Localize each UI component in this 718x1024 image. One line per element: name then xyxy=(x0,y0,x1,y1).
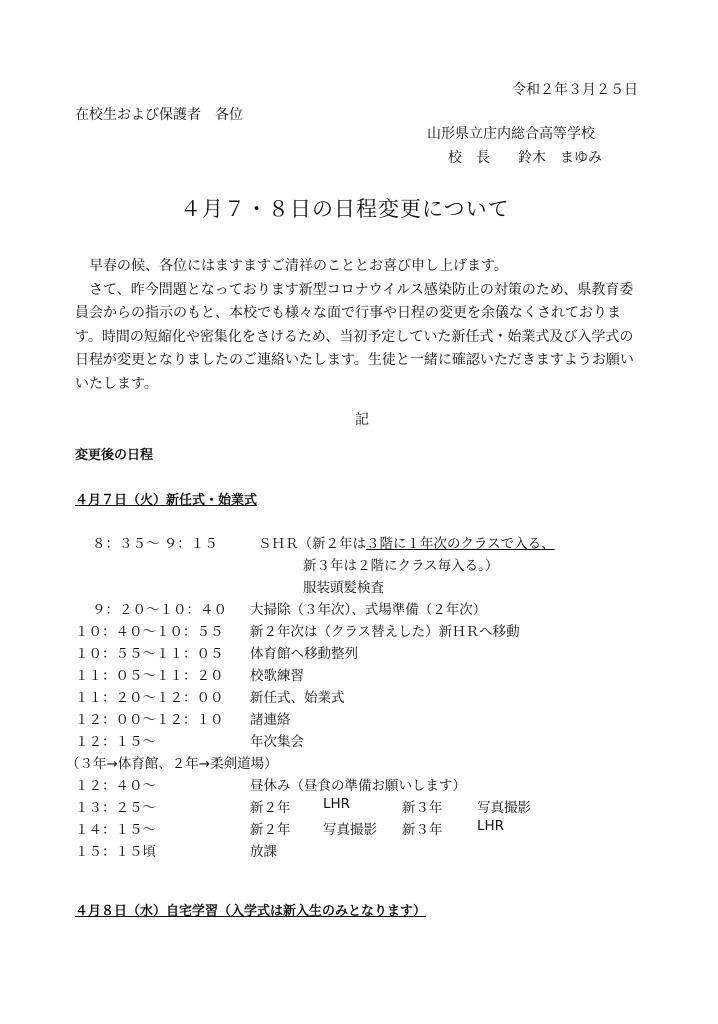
schedule-event: 写真撮影 xyxy=(477,800,531,816)
day1-heading: ４月７日（火）新任式・始業式 xyxy=(75,493,258,508)
schedule-event: 写真撮影 xyxy=(323,822,377,838)
schedule-event: ＳＨＲ（新２年は３階に１年次のクラスで入る、 xyxy=(258,536,555,552)
schedule-event: 諸連絡 xyxy=(250,712,291,728)
document-title: ４月７・８日の日程変更について xyxy=(180,197,510,221)
body-paragraph-1: 早春の候、各位にはますますご清祥のこととお喜び申し上げます。 xyxy=(89,258,508,274)
schedule-time: １０：４０～１０：５５ xyxy=(75,624,224,640)
schedule-event: 体育館へ移動整列 xyxy=(250,646,358,662)
schedule-time: １５：１５頃 xyxy=(75,844,156,860)
section-heading: 変更後の日程 xyxy=(75,448,154,463)
document-date: 令和２年３月２５日 xyxy=(512,82,638,98)
recipient: 在校生および保護者 各位 xyxy=(75,107,243,123)
schedule-time: １３：２５～ xyxy=(75,800,156,816)
schedule-event: 新２年 xyxy=(250,822,291,838)
body-text xyxy=(75,255,645,396)
schedule-time: １１：０５～１１：２０ xyxy=(75,668,224,684)
schedule-time: １２：００～１２：１０ xyxy=(75,712,224,728)
schedule-event: 昼休み（昼食の準備お願いします） xyxy=(250,778,466,794)
schedule-time: １４：１５～ xyxy=(75,822,156,838)
ki-marker: 記 xyxy=(355,412,369,428)
schedule-event: 新任式、始業式 xyxy=(250,690,345,706)
schedule-event: 新３年 xyxy=(402,822,443,838)
schedule-event: 年次集会 xyxy=(250,734,304,750)
schedule-time: １１：２０～１２：００ xyxy=(75,690,224,706)
schedule-event: 服装頭髪検査 xyxy=(303,580,384,596)
principal-name: 校 長 鈴木 まゆみ xyxy=(448,150,602,166)
schedule-event: 大掃除（３年次）、式場準備（２年次） xyxy=(250,602,487,618)
schedule-event: LHR xyxy=(477,818,505,834)
schedule-event: 新３年 xyxy=(402,800,443,816)
schedule-time: １２：１５～ xyxy=(75,734,156,750)
schedule-time: ８：３５～ ９：１５ xyxy=(92,536,218,552)
schedule-event: 新３年は２階にクラス毎入る。） xyxy=(303,558,499,574)
schedule-event: 放課 xyxy=(250,844,277,860)
schedule-note: （３年→体育館、２年→柔剣道場） xyxy=(66,756,278,772)
schedule-event: 新２年 xyxy=(250,800,291,816)
schedule-event: 新２年次は（クラス替えした）新ＨＲへ移動 xyxy=(250,624,520,640)
schedule-time: ９：２０～１０：４０ xyxy=(92,602,227,618)
schedule-event: LHR xyxy=(323,796,351,812)
day2-heading: ４月８日（水）自宅学習（入学式は新入生のみとなります） xyxy=(75,904,427,919)
school-name: 山形県立庄内総合高等学校 xyxy=(427,126,595,142)
body-paragraph-2: さて、昨今問題となっております新型コロナウイルス感染防止の対策のため、県教育委員会からの指示のもと、本校でも様々な面で行事や日程の変更を余儀なくされております。時間の短縮化や密集化をさけるため、当初予定していた新任式・始業式及び入学式の日程が変更となりましたのご連絡いたします。生徒と一緒に確認いただきますようお願いいたします。 xyxy=(75,281,634,392)
schedule-time: １２：４０～ xyxy=(75,778,156,794)
schedule-time: １０：５５～１１：０５ xyxy=(75,646,224,662)
schedule-event: 校歌練習 xyxy=(250,668,304,684)
